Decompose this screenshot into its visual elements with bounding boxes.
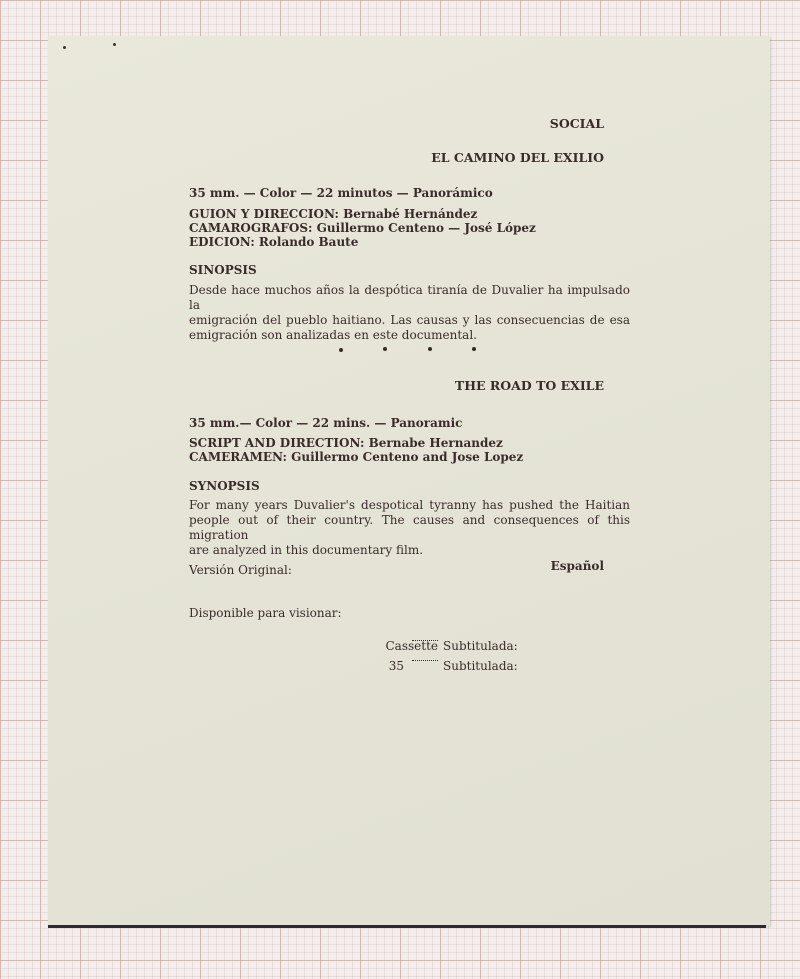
english-specs: 35 mm.— Color — 22 mins. — Panoramic bbox=[189, 416, 463, 430]
format-status: Subtitulada: bbox=[443, 639, 518, 653]
format-name: 35 bbox=[388, 659, 404, 673]
credit-line: CAMAROGRAFOS: Guillermo Centeno — José López bbox=[189, 221, 536, 235]
synopsis-line: For many years Duvalier's despotical tyranny has pushed the Haitian bbox=[189, 498, 630, 512]
document-page bbox=[48, 36, 770, 926]
synopsis-line: emigración son analizadas en este documental. bbox=[189, 328, 477, 342]
credit-line: GUION Y DIRECCION: Bernabé Hernández bbox=[189, 207, 478, 221]
synopsis-heading-es: SINOPSIS bbox=[189, 263, 257, 277]
separator-dot bbox=[339, 348, 343, 352]
synopsis-heading-en: SYNOPSIS bbox=[189, 479, 260, 493]
synopsis-line: people out of their country. The causes and consequences of this migration bbox=[189, 513, 630, 542]
separator-dot bbox=[428, 347, 432, 351]
format-status: Subtitulada: bbox=[443, 659, 518, 673]
dotted-leader bbox=[412, 660, 438, 661]
english-title: THE ROAD TO EXILE bbox=[454, 378, 604, 393]
separator-dot bbox=[472, 347, 476, 351]
category-label: SOCIAL bbox=[549, 116, 604, 131]
synopsis-line: Desde hace muchos años la despótica tiranía de Duvalier ha impulsado la bbox=[189, 283, 630, 312]
spanish-title: EL CAMINO DEL EXILIO bbox=[431, 150, 604, 165]
credit-line: EDICION: Rolando Baute bbox=[189, 235, 359, 249]
spanish-specs: 35 mm. — Color — 22 minutos — Panorámico bbox=[189, 186, 493, 200]
synopsis-text-es bbox=[189, 283, 630, 343]
paper-speck bbox=[113, 43, 116, 46]
version-value: Español bbox=[550, 559, 604, 573]
paper-speck bbox=[63, 46, 66, 49]
synopsis-text-en bbox=[189, 498, 630, 558]
separator-dot bbox=[383, 347, 387, 351]
dotted-leader bbox=[412, 640, 438, 641]
synopsis-line: emigración del pueblo haitiano. Las causas y las consecuencias de esa bbox=[189, 313, 630, 327]
format-name: Cassette bbox=[385, 639, 438, 653]
credit-line: CAMERAMEN: Guillermo Centeno and Jose Lopez bbox=[189, 450, 524, 464]
available-label: Disponible para visionar: bbox=[189, 606, 342, 620]
synopsis-line: are analyzed in this documentary film. bbox=[189, 543, 424, 557]
page-edge-shadow bbox=[48, 925, 766, 928]
version-label: Versión Original: bbox=[189, 563, 292, 577]
credit-line: SCRIPT AND DIRECTION: Bernabe Hernandez bbox=[189, 436, 503, 450]
